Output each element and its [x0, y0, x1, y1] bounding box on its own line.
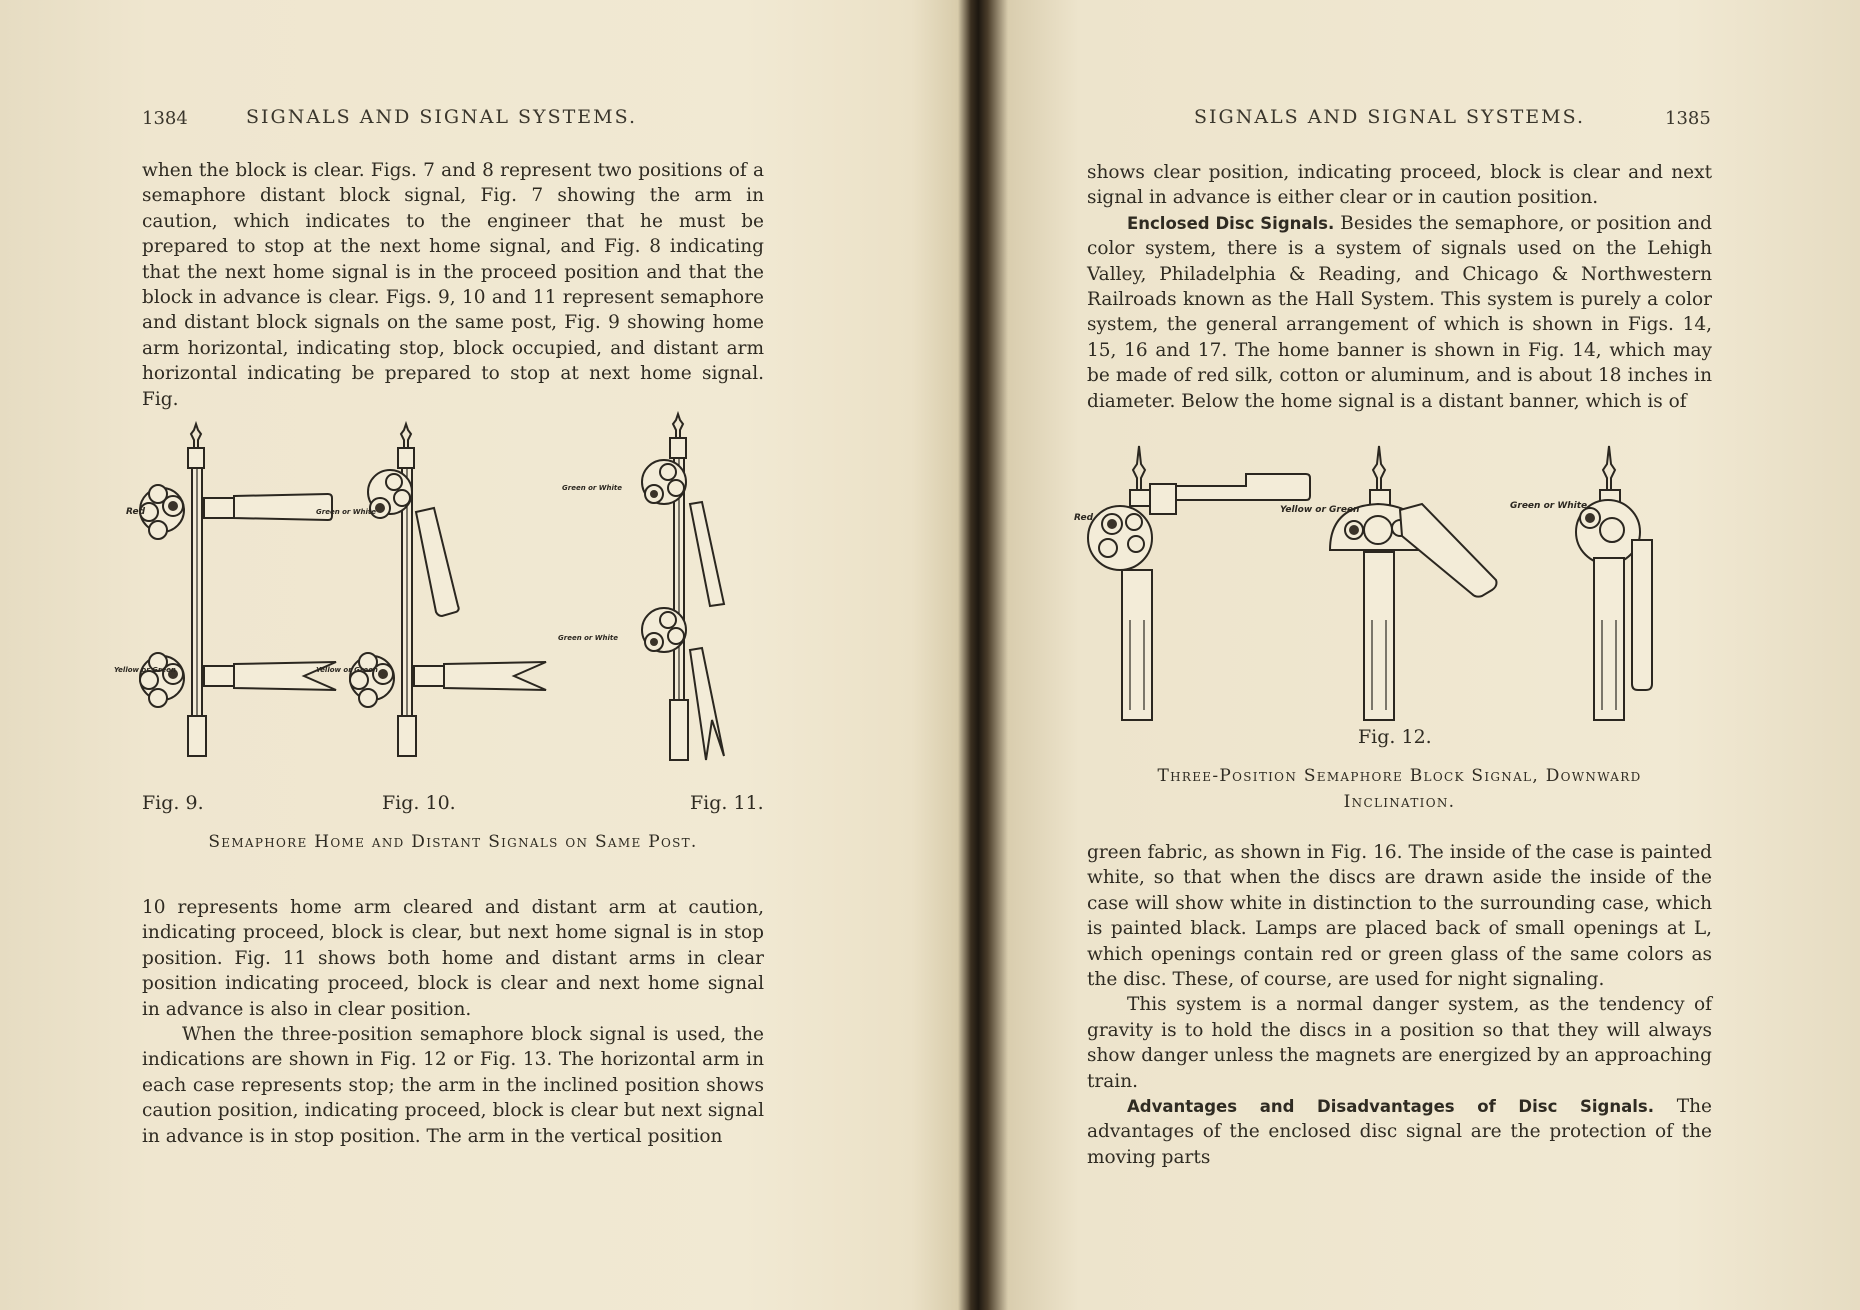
fig-label-11: Fig. 11.: [690, 792, 764, 814]
page-number: 1384: [142, 108, 188, 129]
paragraph: shows clear position, indicating proceed, block is clear and next signal in advance is either clear or in caution position.: [1087, 162, 1712, 209]
annotation-yellow-green: Yellow or Green: [114, 666, 176, 674]
fig12-caution-signal: [1280, 446, 1497, 720]
annotation-yellow-green: Yellow or Green: [1280, 505, 1360, 515]
fig-label-9: Fig. 9.: [142, 792, 204, 814]
paragraph: 10 represents home arm cleared and distant arm at caution, indicating proceed, block is clear, but next home signal is in stop position. Fig. 11 shows both home and distant arms in clear position indicating proceed, block is clear and next home signal in advance is also in clear position.: [142, 897, 764, 1020]
figure-caption: Semaphore Home and Distant Signals on Same Post.: [208, 832, 698, 852]
paragraph: When the three-position semaphore block signal is used, the indications are shown in Fig. 12 or Fig. 13. The horizontal arm in each case represents stop; the arm in the inclined position shows caution position, indicating proceed, block is clear but next signal in advance is in stop position. The arm in the vertical position: [142, 1024, 764, 1147]
paragraph: Besides the semaphore, or position and color system, there is a system of signals used on the Lehigh Valley, Philadelphia & Reading, and Chicago & Northwestern Railroads known as the Hall System. This system is purely a color system, the general arrangement of which is shown in Figs. 14, 15, 16 and 17. The home banner is shown in Fig. 14, which may be made of red silk, cotton or aluminum, and is about 18 inches in diameter. Below the home signal is a distant banner, which is of: [1087, 212, 1712, 412]
page-number: 1385: [1665, 108, 1711, 129]
right-page: [940, 0, 1860, 1310]
annotation-red: Red: [126, 507, 146, 517]
text-block-top: [142, 158, 764, 412]
annotation-green-white: Green or White: [1510, 501, 1588, 511]
fig11-signal: [558, 414, 724, 760]
running-head: SIGNALS AND SIGNAL SYSTEMS.: [246, 106, 637, 128]
fig-label-10: Fig. 10.: [382, 792, 456, 814]
fig9-signal: [114, 424, 336, 756]
annotation-green-white: Green or White: [562, 484, 623, 492]
annotation-yellow-green: Yellow or Green: [316, 666, 378, 674]
annotation-green-white: Green or White: [316, 508, 377, 516]
fig10-signal: [316, 424, 546, 756]
running-head: SIGNALS AND SIGNAL SYSTEMS.: [1194, 106, 1585, 128]
fig12-clear-signal: [1510, 446, 1652, 720]
semaphore-figure-12: [1074, 440, 1720, 720]
text-block-top: [1087, 160, 1712, 414]
figure-caption-line2: Inclination.: [1343, 792, 1456, 812]
text-block-bottom: [1087, 840, 1712, 1170]
section-heading: Advantages and Disadvantages of Disc Signals.: [1127, 1097, 1654, 1117]
text-block-bottom: [142, 895, 764, 1149]
paragraph: The advantages of the enclosed disc signal are the protection of the moving parts: [1087, 1096, 1712, 1168]
fig12-stop-signal: [1074, 446, 1310, 720]
figure-caption-line1: Three-Position Semaphore Block Signal, Downward: [1157, 766, 1642, 786]
paragraph: green fabric, as shown in Fig. 16. The inside of the case is painted white, so that when the discs are drawn aside the inside of the case will show white in distinction to the surrounding case, which is painted black. Lamps are placed back of small openings at L, which openings contain red or green glass of the same colors as the disc. These, of course, are used for night signaling.: [1087, 842, 1712, 991]
section-heading: Enclosed Disc Signals.: [1127, 213, 1335, 233]
annotation-green-white: Green or White: [558, 634, 619, 642]
paragraph: This system is a normal danger system, as the tendency of gravity is to hold the discs in a position so that they will always show danger unless the magnets are energized by an approaching train.: [1087, 994, 1712, 1092]
fig-label-12: Fig. 12.: [1358, 726, 1432, 748]
annotation-red: Red: [1074, 513, 1094, 523]
semaphore-figure-9-10-11: [114, 410, 800, 800]
left-page: [0, 0, 920, 1310]
paragraph: when the block is clear. Figs. 7 and 8 represent two positions of a semaphore distant block signal, Fig. 7 showing the arm in caution, which indicates to the engineer that he must be prepared to stop at the next home signal, and Fig. 8 indicating that the next home signal is in the proceed position and that the block in advance is clear. Figs. 9, 10 and 11 represent semaphore and distant block signals on the same post, Fig. 9 showing home arm horizontal, indicating stop, block occupied, and distant arm horizontal indicating be prepared to stop at next home signal. Fig.: [142, 160, 764, 410]
